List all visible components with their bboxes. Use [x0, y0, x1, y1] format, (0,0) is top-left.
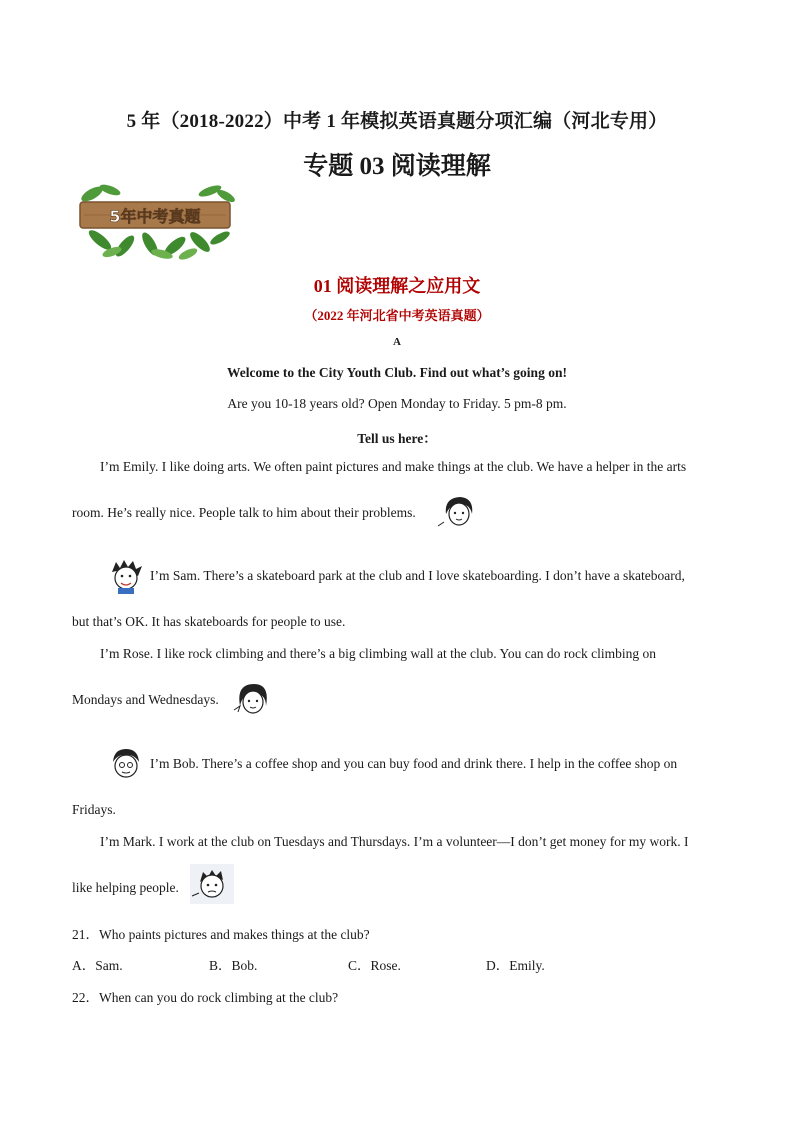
passage-info: Are you 10-18 years old? Open Monday to Friday. 5 pm-8 pm.	[227, 396, 567, 411]
section-subtitle: （2022 年河北省中考英语真题）	[304, 308, 490, 323]
passage-heading: Welcome to the City Youth Club. Find out what’s going on!	[227, 365, 567, 380]
section-title: 01 阅读理解之应用文	[313, 276, 481, 296]
question-21: 21．Who paints pictures and makes things at the club?	[72, 927, 370, 942]
rose-line-2: Mondays and Wednesdays.	[72, 692, 219, 707]
emily-avatar-icon	[436, 492, 480, 532]
sam-line-1: I’m Sam. There’s a skateboard park at the club and I love skateboarding. I don’t have a skateboard,	[150, 568, 685, 583]
rose-line-1: I’m Rose. I like rock climbing and there’s a big climbing wall at the club. You can do rock climbing on	[100, 646, 657, 661]
part-label: A	[393, 336, 401, 348]
q21-option-d: D．Emily.	[486, 958, 545, 973]
q21-option-c: C．Rose.	[348, 958, 401, 973]
q21-option-a: A．Sam.	[72, 958, 123, 973]
question-22: 22．When can you do rock climbing at the club?	[72, 990, 339, 1005]
emily-line-2: room. He’s really nice. People talk to him about their problems.	[72, 505, 416, 520]
q21-option-b: B．Bob.	[209, 958, 258, 973]
banner-logo	[70, 182, 240, 262]
leaf-banner-icon	[70, 182, 240, 262]
mark-line-2: like helping people.	[72, 880, 179, 895]
rose-avatar-icon	[230, 680, 274, 720]
bob-avatar-icon	[104, 744, 148, 784]
banner-text: 5年中考真题	[109, 207, 201, 226]
sam-avatar-icon	[104, 556, 148, 596]
bob-line-2: Fridays.	[72, 802, 116, 817]
emily-line-1: I’m Emily. I like doing arts. We often paint pictures and make things at the club. We have a helper in the arts	[100, 459, 687, 474]
mark-line-1: I’m Mark. I work at the club on Tuesdays and Thursdays. I’m a volunteer—I don’t get money for my work. I	[100, 834, 689, 849]
passage-tell: Tell us here：	[357, 431, 437, 446]
sam-line-2: but that’s OK. It has skateboards for people to use.	[72, 614, 346, 629]
mark-avatar-icon	[190, 864, 234, 904]
topic-title: 专题 03 阅读理解	[303, 153, 491, 180]
document-title: 5 年（2018-2022）中考 1 年模拟英语真题分项汇编（河北专用）	[126, 111, 668, 132]
bob-line-1: I’m Bob. There’s a coffee shop and you can buy food and drink there. I help in the coffee shop on	[150, 756, 678, 771]
